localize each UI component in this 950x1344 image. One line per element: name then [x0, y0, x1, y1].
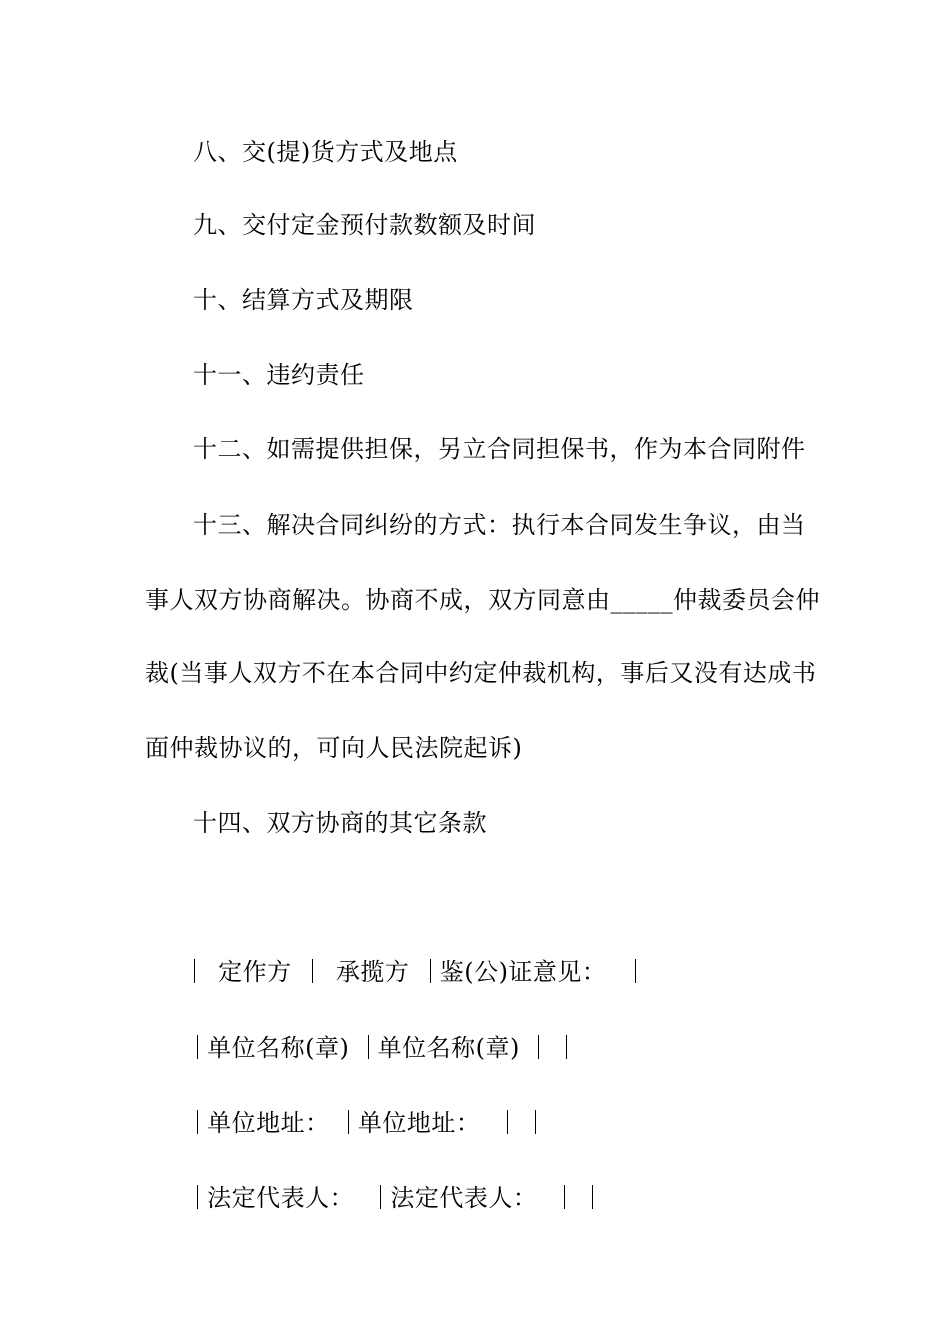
legal-rep-contractor: 法定代表人： — [207, 1184, 355, 1212]
undertaker-label: 承揽方 — [335, 958, 410, 986]
table-border — [535, 1110, 536, 1134]
table-border — [197, 1110, 198, 1134]
unit-address-contractor: 单位地址： — [207, 1109, 330, 1137]
clause-11: 十一、违约责任 — [193, 361, 365, 389]
clause-13-line-3: 裁(当事人双方不在本合同中约定仲裁机构，事后又没有达成书 — [145, 659, 817, 687]
table-border — [348, 1110, 349, 1134]
table-border — [566, 1035, 567, 1059]
table-border — [197, 1185, 198, 1209]
signature-row-legal-rep — [196, 1183, 594, 1213]
table-border — [507, 1110, 508, 1134]
table-border — [368, 1035, 369, 1059]
clause-13-line-4: 面仲裁协议的，可向人民法院起诉) — [145, 734, 523, 762]
clause-8: 八、交(提)货方式及地点 — [193, 138, 458, 166]
table-border — [194, 959, 195, 983]
table-border — [430, 959, 431, 983]
clause-10: 十、结算方式及期限 — [193, 286, 414, 314]
unit-address-undertaker: 单位地址： — [357, 1109, 481, 1137]
notary-opinion-label: 鉴(公)证意见： — [439, 958, 607, 986]
table-border — [380, 1185, 381, 1209]
table-border — [592, 1185, 593, 1209]
unit-name-contractor: 单位名称(章) — [207, 1034, 350, 1062]
unit-name-undertaker: 单位名称(章) — [377, 1034, 520, 1062]
clause-9: 九、交付定金预付款数额及时间 — [193, 211, 536, 239]
signature-row-unit-name — [196, 1033, 568, 1063]
table-border — [312, 959, 313, 983]
clause-13-line-1: 十三、解决合同纠纷的方式：执行本合同发生争议，由当 — [193, 511, 806, 539]
legal-rep-undertaker: 法定代表人： — [390, 1184, 538, 1212]
clause-13-line-2: 事人双方协商解决。协商不成，双方同意由_____仲裁委员会仲 — [145, 586, 820, 614]
table-border — [635, 959, 636, 983]
clause-14: 十四、双方协商的其它条款 — [193, 809, 487, 837]
table-border — [197, 1035, 198, 1059]
signature-row-unit-address — [196, 1108, 537, 1138]
signature-row-header — [193, 957, 637, 987]
clause-12: 十二、如需提供担保，另立合同担保书，作为本合同附件 — [193, 435, 806, 463]
table-border — [564, 1185, 565, 1209]
table-border — [538, 1035, 539, 1059]
contractor-label: 定作方 — [218, 958, 292, 986]
